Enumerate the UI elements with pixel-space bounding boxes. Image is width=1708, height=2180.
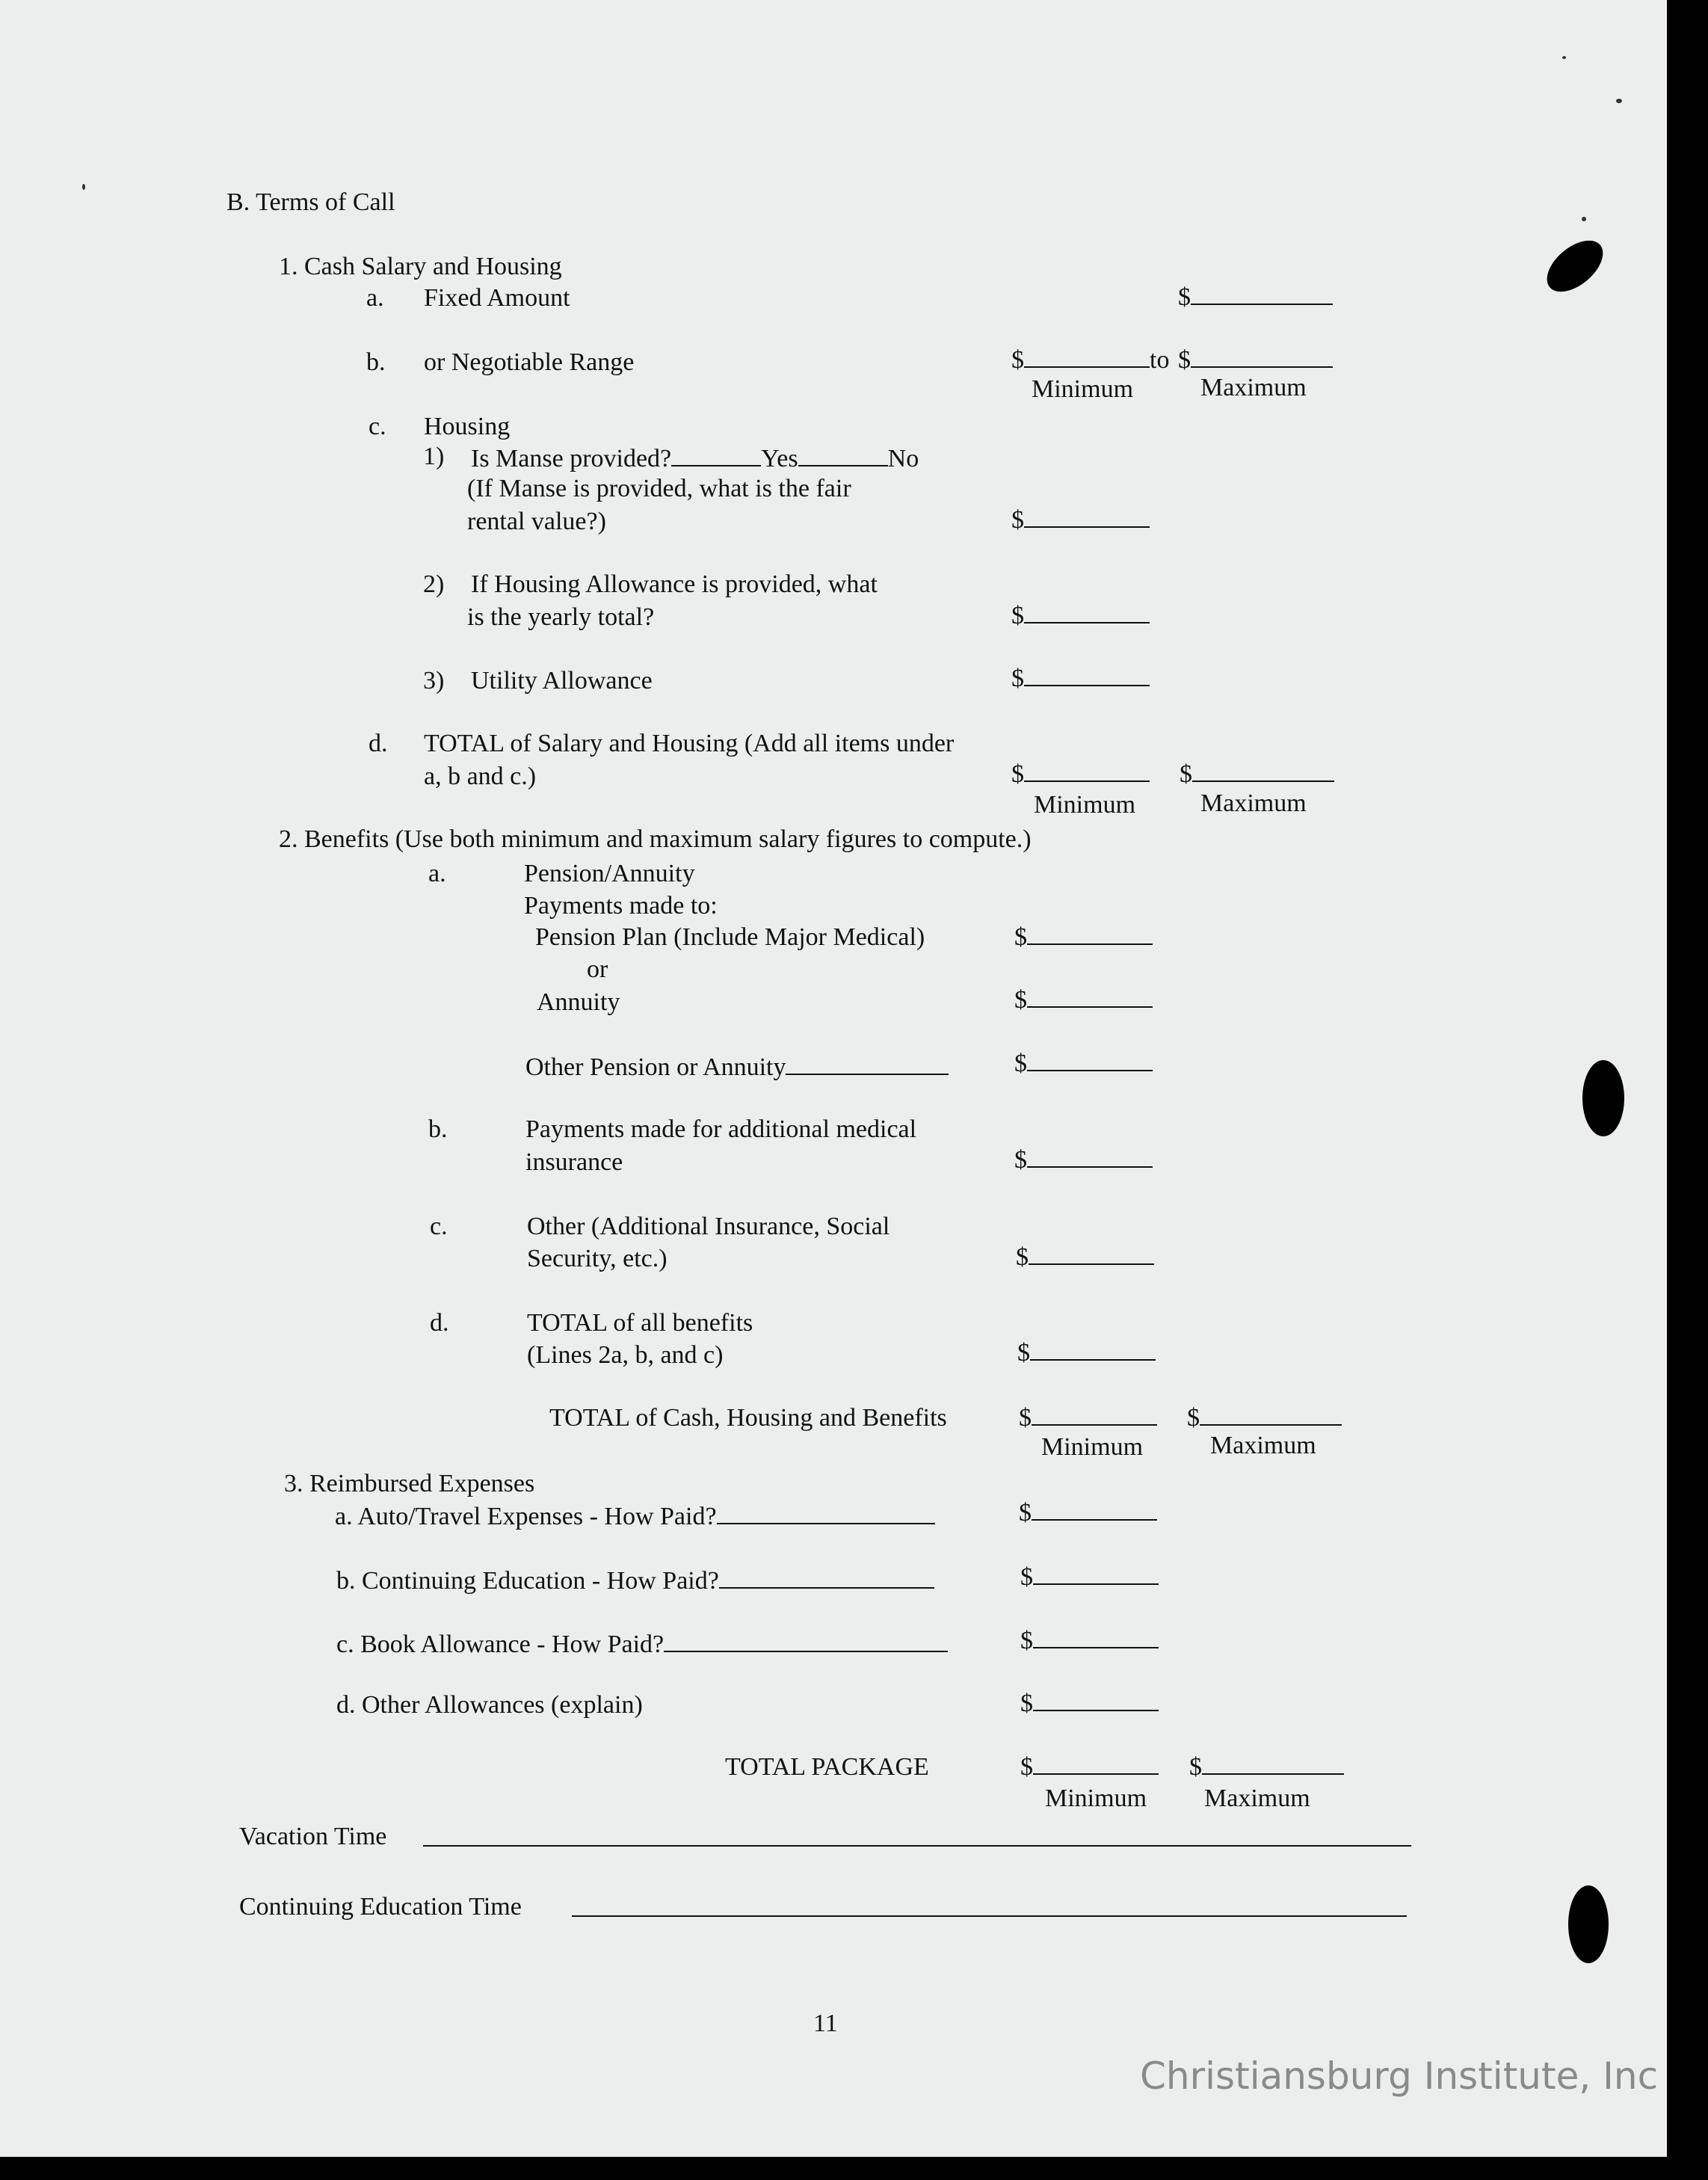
manse-question: Is Manse provided? Yes No <box>471 445 919 472</box>
maximum-caption: Maximum <box>1200 789 1307 817</box>
speck <box>1582 217 1586 221</box>
range-maximum-field[interactable]: $ <box>1178 345 1333 373</box>
medical-insurance-line1: Payments made for additional medical <box>525 1115 917 1143</box>
other-allowances-label: d. Other Allowances (explain) <box>336 1691 643 1719</box>
item-label: c. <box>369 413 386 440</box>
salary-total-max-field[interactable]: $ <box>1180 760 1334 787</box>
medical-insurance-field[interactable]: $ <box>1014 1145 1153 1173</box>
item-label: a. <box>366 284 384 312</box>
salary-total-min-field[interactable]: $ <box>1011 760 1150 787</box>
continuing-education-time-field[interactable] <box>572 1894 1407 1922</box>
continuing-education-time-label: Continuing Education Time <box>239 1893 522 1921</box>
auto-travel-how-paid-blank[interactable] <box>717 1502 935 1524</box>
manse-rental-value-field[interactable]: $ <box>1011 505 1150 533</box>
manse-yes-blank[interactable] <box>671 444 761 467</box>
utility-allowance-field[interactable]: $ <box>1011 664 1150 692</box>
item-label: c. <box>430 1213 448 1240</box>
vacation-time-field[interactable] <box>423 1824 1411 1852</box>
speck <box>1616 99 1622 103</box>
speck <box>1562 56 1566 59</box>
section-1-title: 1. Cash Salary and Housing <box>279 253 562 280</box>
pension-plan-label: Pension Plan (Include Major Medical) <box>535 923 925 951</box>
maximum-caption: Maximum <box>1204 1785 1310 1812</box>
item-label: d. <box>430 1309 449 1337</box>
item-label: b. <box>366 348 386 376</box>
punch-hole-top <box>1538 231 1612 302</box>
book-allowance-field[interactable]: $ <box>1020 1626 1159 1654</box>
total-package-label: TOTAL PACKAGE <box>725 1753 929 1781</box>
or-label: or <box>587 955 608 983</box>
negotiable-range-label: or Negotiable Range <box>424 348 635 376</box>
subitem-number: 1) <box>423 443 445 470</box>
speck <box>82 184 85 190</box>
watermark: Christiansburg Institute, Inc <box>1140 2054 1659 2098</box>
book-allowance-label: c. Book Allowance - How Paid? <box>336 1630 948 1657</box>
maximum-caption: Maximum <box>1210 1432 1316 1459</box>
item-label: d. <box>369 730 388 757</box>
manse-no-blank[interactable] <box>798 444 888 467</box>
minimum-caption: Minimum <box>1041 1433 1144 1461</box>
total-package-max-field[interactable]: $ <box>1189 1752 1344 1780</box>
other-allowances-field[interactable]: $ <box>1020 1689 1159 1716</box>
page-number: 11 <box>813 2010 838 2037</box>
fixed-amount-field[interactable]: $ <box>1178 283 1333 310</box>
item-label: b. <box>428 1115 448 1143</box>
pension-annuity-label: Pension/Annuity <box>524 860 695 887</box>
punch-hole-middle <box>1582 1060 1624 1136</box>
pension-plan-field[interactable]: $ <box>1014 923 1153 950</box>
item-label: a. <box>428 860 446 887</box>
continuing-education-field[interactable]: $ <box>1020 1562 1159 1590</box>
benefits-total-line2: (Lines 2a, b, and c) <box>527 1341 724 1369</box>
total-package-min-field[interactable]: $ <box>1020 1752 1159 1780</box>
maximum-caption: Maximum <box>1200 374 1307 401</box>
section-2-title: 2. Benefits (Use both minimum and maximum salary figures to compute.) <box>279 825 1032 853</box>
annuity-label: Annuity <box>537 988 620 1016</box>
other-pension-label: Other Pension or Annuity <box>525 1053 949 1080</box>
other-pension-field[interactable]: $ <box>1014 1049 1153 1077</box>
book-allowance-how-paid-blank[interactable] <box>664 1630 948 1652</box>
manse-question-line3: rental value?) <box>467 508 606 535</box>
auto-travel-field[interactable]: $ <box>1019 1498 1157 1526</box>
subitem-number: 2) <box>423 570 445 598</box>
manse-question-line2: (If Manse is provided, what is the fair <box>467 475 851 502</box>
section-3-title: 3. Reimbursed Expenses <box>284 1470 535 1497</box>
medical-insurance-line2: insurance <box>525 1148 623 1176</box>
other-insurance-line2: Security, etc.) <box>527 1245 668 1272</box>
minimum-caption: Minimum <box>1045 1785 1147 1812</box>
punch-hole-bottom <box>1568 1885 1609 1963</box>
cash-housing-benefits-min-field[interactable]: $ <box>1019 1403 1157 1431</box>
housing-allowance-line2: is the yearly total? <box>467 603 655 631</box>
salary-total-line2: a, b and c.) <box>424 763 537 790</box>
range-minimum-field[interactable]: $ to <box>1011 346 1170 374</box>
other-insurance-field[interactable]: $ <box>1016 1243 1154 1270</box>
benefits-total-line1: TOTAL of all benefits <box>527 1309 753 1337</box>
cash-housing-benefits-total-label: TOTAL of Cash, Housing and Benefits <box>549 1404 947 1432</box>
auto-travel-label: a. Auto/Travel Expenses - How Paid? <box>335 1502 935 1530</box>
subitem-number: 3) <box>423 667 445 695</box>
other-insurance-line1: Other (Additional Insurance, Social <box>527 1213 890 1240</box>
housing-label: Housing <box>424 413 511 440</box>
annuity-field[interactable]: $ <box>1014 985 1153 1013</box>
cash-housing-benefits-max-field[interactable]: $ <box>1187 1403 1342 1431</box>
utility-allowance-label: Utility Allowance <box>471 667 653 695</box>
section-title: B. Terms of Call <box>226 188 395 216</box>
other-pension-blank[interactable] <box>786 1053 949 1075</box>
benefits-total-field[interactable]: $ <box>1017 1338 1156 1366</box>
payments-made-to-label: Payments made to: <box>524 892 718 920</box>
vacation-time-label: Vacation Time <box>239 1823 387 1850</box>
continuing-education-label: b. Continuing Education - How Paid? <box>336 1566 934 1594</box>
salary-total-line1: TOTAL of Salary and Housing (Add all items under <box>424 730 955 757</box>
continuing-education-how-paid-blank[interactable] <box>719 1566 934 1589</box>
minimum-caption: Minimum <box>1032 375 1134 403</box>
housing-allowance-field[interactable]: $ <box>1011 601 1150 629</box>
housing-allowance-line1: If Housing Allowance is provided, what <box>471 570 878 598</box>
minimum-caption: Minimum <box>1034 791 1136 819</box>
fixed-amount-label: Fixed Amount <box>424 284 570 312</box>
